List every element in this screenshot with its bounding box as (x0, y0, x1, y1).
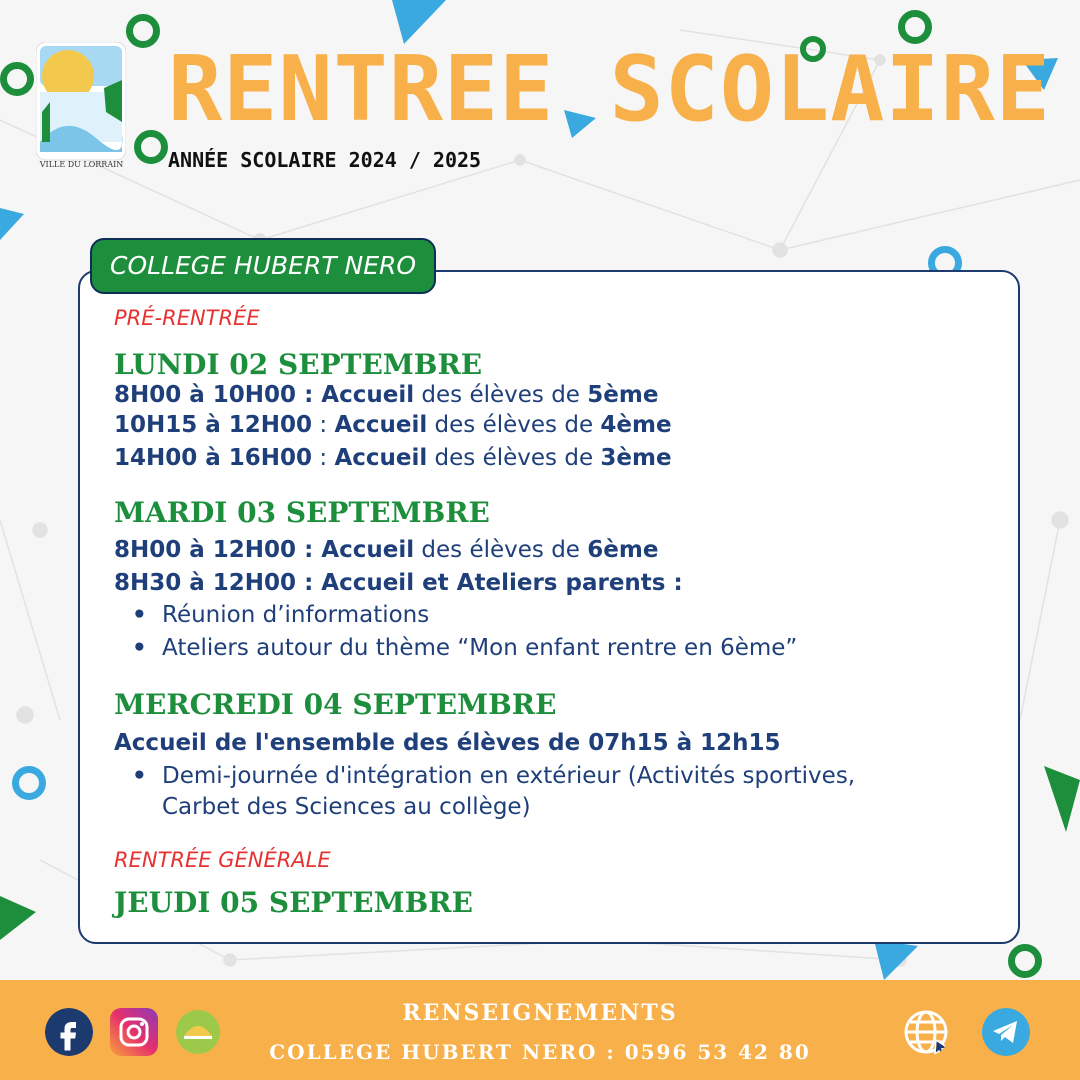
facebook-icon[interactable] (45, 1008, 93, 1056)
instagram-icon[interactable] (110, 1008, 158, 1056)
telegram-icon[interactable] (982, 1008, 1030, 1056)
schedule-line (114, 412, 672, 438)
list-item-text: • Réunion d’informations (162, 602, 430, 628)
list-item (136, 761, 936, 823)
connector: des élèves de (427, 445, 601, 471)
separator: : (312, 445, 335, 471)
day-heading-lundi: LUNDI 02 SEPTEMBRE (114, 348, 483, 381)
ville-du-lorrain-logo (36, 42, 126, 172)
schedule-line (114, 570, 683, 596)
footer-title: RENSEIGNEMENTS (402, 1000, 678, 1026)
action: Accueil (334, 445, 428, 471)
separator: : (296, 537, 322, 563)
ville-logo-icon[interactable] (176, 1010, 220, 1054)
day-heading-mercredi: MERCREDI 04 SEPTEMBRE (114, 688, 557, 721)
parents-workshop-line: 8H30 à 12H00 : Accueil et Ateliers parents : (114, 570, 683, 596)
time-range: 8H00 à 10H00 (114, 382, 297, 408)
schedule-line (114, 537, 658, 563)
schedule-line (114, 382, 658, 408)
time-range: 14H00 à 16H00 (114, 445, 313, 471)
pre-rentree-label: PRÉ-RENTRÉE (114, 306, 260, 330)
time-range: 8H00 à 12H00 (114, 537, 297, 563)
page-title: RENTREE SCOLAIRE (168, 37, 1051, 142)
grade-level: 4ème (600, 412, 672, 438)
action: Accueil (321, 537, 415, 563)
list-item-text: • Demi-journée d'intégration en extérieur (Activités sportives, Carbet des Sciences au collège) (162, 763, 856, 820)
grade-level: 5ème (587, 382, 659, 408)
grade-level: 6ème (587, 537, 659, 563)
connector: des élèves de (414, 382, 588, 408)
connector: des élèves de (414, 537, 588, 563)
day-heading-mardi: MARDI 03 SEPTEMBRE (114, 496, 490, 529)
list-item-text: • Ateliers autour du thème “Mon enfant rentre en 6ème” (162, 635, 798, 661)
list-item (136, 633, 996, 664)
rentree-generale-label: RENTRÉE GÉNÉRALE (114, 848, 331, 872)
connector: des élèves de (427, 412, 601, 438)
time-range: 10H15 à 12H00 (114, 412, 313, 438)
separator: : (296, 382, 322, 408)
footer-contact: COLLEGE HUBERT NERO : 0596 53 42 80 (269, 1040, 811, 1064)
list-item (136, 600, 996, 631)
school-year-subtitle: ANNÉE SCOLAIRE 2024 / 2025 (168, 148, 482, 172)
grade-level: 3ème (600, 445, 672, 471)
day-heading-jeudi: JEUDI 05 SEPTEMBRE (114, 886, 473, 919)
logo-caption: VILLE DU LORRAIN (39, 160, 124, 169)
website-icon[interactable] (902, 1008, 950, 1056)
schedule-line (114, 445, 672, 471)
action: Accueil (334, 412, 428, 438)
action: Accueil (321, 382, 415, 408)
separator: : (312, 412, 335, 438)
schedule-line (114, 730, 781, 756)
welcome-all-line: Accueil de l'ensemble des élèves de 07h15 à 12h15 (114, 730, 781, 756)
school-name-badge: COLLEGE HUBERT NERO (90, 238, 436, 294)
